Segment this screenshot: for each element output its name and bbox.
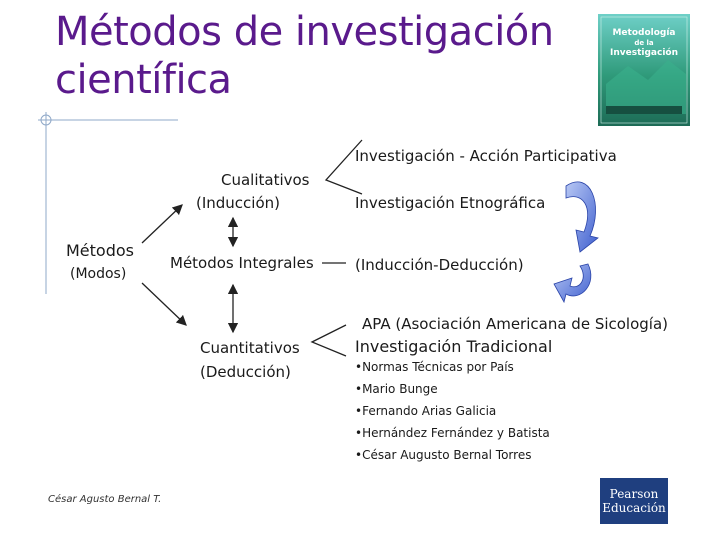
iap-label: Investigación - Acción Participativa bbox=[355, 147, 617, 165]
title-line-1: Métodos de investigación bbox=[55, 9, 554, 55]
induccion-deduccion-label: (Inducción-Deducción) bbox=[355, 256, 524, 274]
curved-arrow-back-icon bbox=[554, 264, 591, 302]
title-line-2: científica bbox=[55, 57, 232, 103]
book-title-2: de la bbox=[634, 39, 654, 47]
apa-label: APA (Asociación Americana de Sicología) bbox=[362, 315, 669, 333]
arrow-to-cualitativos bbox=[142, 205, 182, 243]
metodos-label: Métodos bbox=[66, 241, 134, 260]
modos-label: (Modos) bbox=[70, 266, 127, 282]
list-item: •Hernández Fernández y Batista bbox=[355, 426, 550, 440]
arrow-to-cuantitativos bbox=[142, 283, 186, 325]
logo-line-2: Educación bbox=[602, 501, 666, 515]
author-credit: César Agusto Bernal T. bbox=[48, 494, 162, 505]
book-title-3: Investigación bbox=[610, 48, 678, 58]
list-item: •Normas Técnicas por País bbox=[355, 360, 514, 374]
tradicional-label: Investigación Tradicional bbox=[355, 337, 553, 356]
caret-cualitativos bbox=[326, 140, 362, 194]
book-title-1: Metodología bbox=[612, 28, 676, 38]
induccion-label: (Inducción) bbox=[196, 194, 281, 212]
etnografica-label: Investigación Etnográfica bbox=[355, 194, 546, 212]
pearson-logo bbox=[600, 478, 668, 524]
list-item: •Fernando Arias Galicia bbox=[355, 404, 497, 418]
deduccion-label: (Deducción) bbox=[200, 363, 291, 381]
metodos-integrales-label: Métodos Integrales bbox=[170, 254, 314, 272]
caret-cuantitativos bbox=[312, 325, 346, 356]
list-item: •César Augusto Bernal Torres bbox=[355, 448, 532, 462]
list-item: •Mario Bunge bbox=[355, 382, 438, 396]
curved-arrow-down-icon bbox=[566, 182, 598, 252]
cuantitativos-label: Cuantitativos bbox=[200, 339, 300, 357]
cualitativos-label: Cualitativos bbox=[221, 171, 310, 189]
logo-line-1: Pearson bbox=[609, 487, 659, 501]
